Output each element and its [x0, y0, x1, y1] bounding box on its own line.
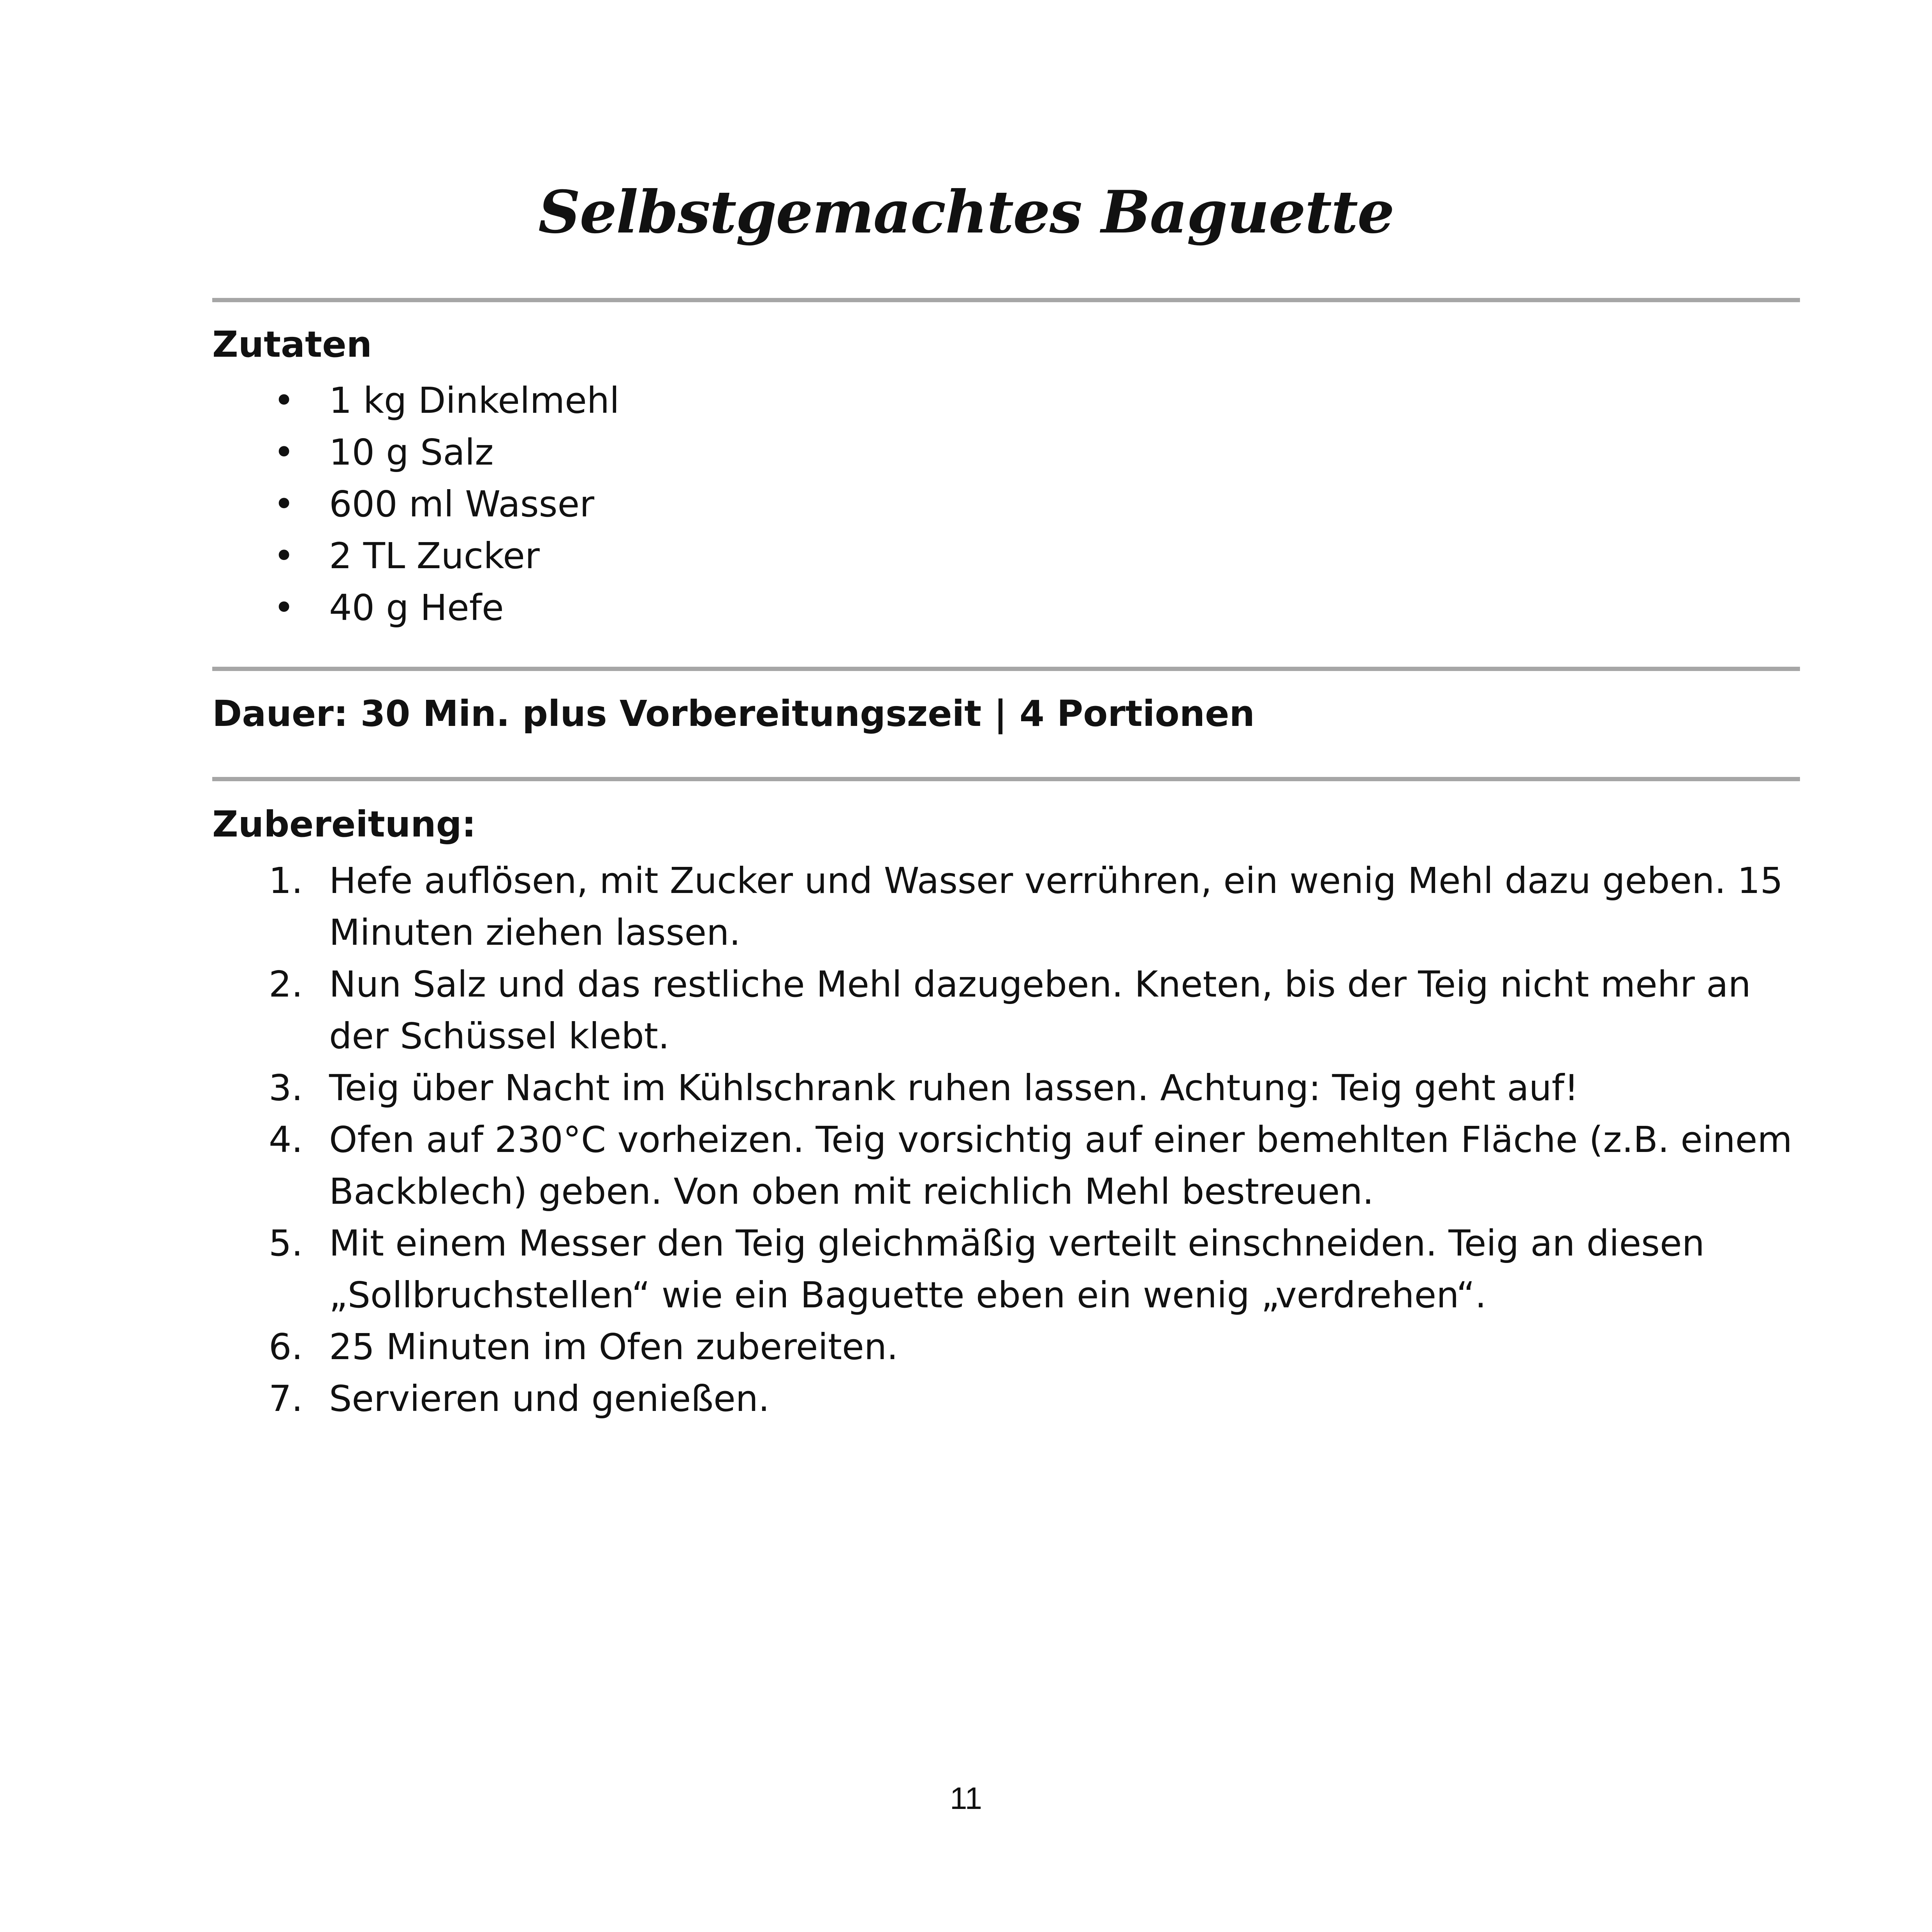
step-item [212, 1321, 1801, 1373]
preparation-steps [212, 855, 1801, 1425]
bullet-icon: • [273, 483, 295, 525]
divider-lower [212, 777, 1800, 781]
ingredient-text: 10 g Salz [329, 431, 494, 473]
ingredients-heading: Zutaten [212, 324, 372, 365]
step-number: 3. [269, 1067, 303, 1109]
bullet-icon: • [273, 587, 295, 629]
ingredient-text: 2 TL Zucker [329, 535, 540, 577]
step-text: Servieren und genießen. [329, 1378, 770, 1420]
step-item [212, 1217, 1801, 1321]
step-text: Ofen auf 230°C vorheizen. Teig vorsichtig auf einer bemehlten Fläche (z.B. einem Backblech) geben. Von oben mit reichlich Mehl bestreuen. [329, 1119, 1793, 1212]
step-text: Teig über Nacht im Kühlschrank ruhen lassen. Achtung: Teig geht auf! [329, 1067, 1579, 1109]
step-item [212, 1062, 1801, 1114]
step-text: 25 Minuten im Ofen zubereiten. [329, 1326, 898, 1368]
step-item [212, 958, 1801, 1062]
ingredient-text: 40 g Hefe [329, 587, 504, 629]
step-number: 4. [269, 1119, 303, 1161]
step-number: 1. [269, 860, 303, 902]
step-number: 6. [269, 1326, 303, 1368]
step-text: Nun Salz und das restliche Mehl dazugeben. Kneten, bis der Teig nicht mehr an der Schüssel klebt. [329, 963, 1751, 1057]
duration-servings: Dauer: 30 Min. plus Vorbereitungszeit | 4 Portionen [212, 693, 1255, 734]
step-item [212, 855, 1801, 958]
step-item [212, 1373, 1801, 1425]
preparation-heading: Zubereitung: [212, 803, 476, 845]
bullet-icon: • [273, 431, 295, 473]
step-number: 7. [269, 1378, 303, 1420]
bullet-icon: • [273, 380, 295, 421]
divider-middle [212, 667, 1800, 671]
page-title: Selbstgemachtes Baguette [538, 178, 1394, 247]
step-text: Mit einem Messer den Teig gleichmäßig verteilt einschneiden. Teig an diesen „Sollbruchstellen“ wie ein Baguette eben ein wenig „verdrehen“. [329, 1222, 1705, 1316]
step-number: 5. [269, 1222, 303, 1264]
ingredient-text: 1 kg Dinkelmehl [329, 380, 620, 421]
step-item [212, 1114, 1801, 1217]
step-number: 2. [269, 963, 303, 1005]
step-text: Hefe auflösen, mit Zucker und Wasser verrühren, ein wenig Mehl dazu geben. 15 Minuten ziehen lassen. [329, 860, 1783, 953]
divider-top [212, 298, 1800, 302]
bullet-icon: • [273, 535, 295, 577]
ingredient-text: 600 ml Wasser [329, 483, 595, 525]
page-number: 11 [949, 1781, 983, 1816]
